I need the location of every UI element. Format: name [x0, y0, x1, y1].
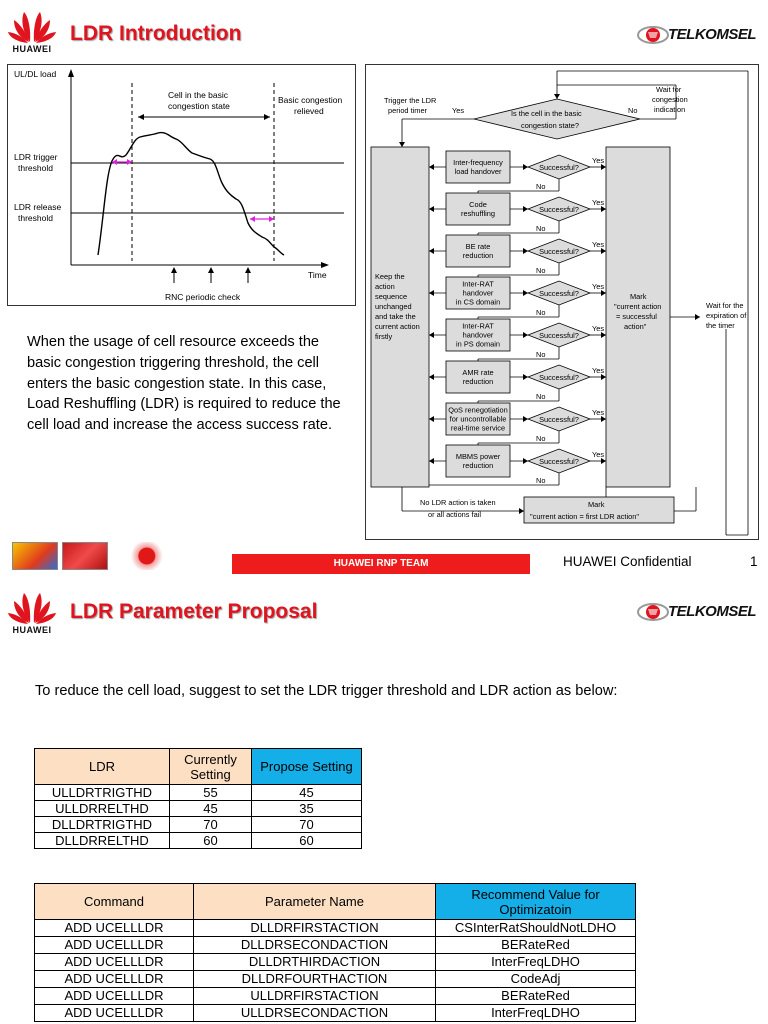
action-row: [429, 445, 606, 485]
wait-line2: congestion: [652, 95, 688, 104]
header-ldr: LDR: [35, 749, 170, 785]
table-cell: DLLDRRELTHD: [35, 833, 170, 849]
action-row: [429, 319, 606, 361]
mark-line: Mark: [630, 292, 647, 301]
table-cell: CSInterRatShouldNotLDHO: [436, 920, 636, 937]
keep-line: action: [375, 282, 395, 291]
card-image-1: [12, 542, 58, 570]
table-cell: 35: [252, 801, 362, 817]
header-recommend: Recommend Value for Optimizatoin: [436, 884, 636, 920]
action-label: for uncontrollable: [449, 414, 507, 424]
action-row: [429, 151, 606, 193]
mark-first-line2: "current action = first LDR action": [530, 512, 639, 521]
table-cell: CodeAdj: [436, 971, 636, 988]
table-cell: 45: [252, 785, 362, 801]
successful-label: Successful?: [539, 457, 579, 466]
action-label: handover: [462, 288, 494, 298]
action-label: reduction: [462, 461, 494, 470]
yes-label: Yes: [592, 198, 605, 207]
header-current: Currently Setting: [170, 749, 252, 785]
check-label: RNC periodic check: [165, 292, 241, 302]
table-cell: DLLDRSECONDACTION: [194, 937, 436, 954]
keep-line: current action: [375, 322, 420, 331]
table-cell: DLLDRTRIGTHD: [35, 817, 170, 833]
table-row: [35, 833, 362, 849]
no-label: No: [536, 308, 546, 317]
action-label: in PS domain: [456, 339, 500, 349]
threshold-table: [34, 748, 362, 849]
action-label: handover: [462, 330, 494, 340]
trigger-line2: period timer: [388, 106, 428, 115]
huawei-logo-icon: [6, 589, 58, 639]
expire-text: [706, 301, 747, 330]
table-cell: DLLDRFOURTHACTION: [194, 971, 436, 988]
action-label: MBMS power: [455, 452, 501, 461]
header-command: Command: [35, 884, 194, 920]
mark-line: "current action: [614, 302, 662, 311]
release-label-line2: threshold: [18, 213, 53, 223]
table-cell: ULLDRRELTHD: [35, 801, 170, 817]
team-bar: HUAWEI RNP TEAM: [232, 554, 530, 574]
action-label: load handover: [454, 167, 502, 176]
mark-line: action": [624, 322, 647, 331]
table-row: [35, 988, 636, 1005]
no-label: No: [536, 350, 546, 359]
yes-label: Yes: [592, 366, 605, 375]
huawei-logo-text: HUAWEI: [12, 625, 52, 635]
confidential-label: HUAWEI Confidential: [563, 554, 692, 569]
state-label-line2: congestion state: [168, 101, 230, 111]
wait-line3: indication: [654, 105, 686, 114]
question-line2: congestion state?: [521, 121, 579, 130]
action-label: BE rate: [465, 242, 491, 251]
page-number: 1: [750, 554, 758, 569]
huawei-logo-icon: [6, 8, 58, 58]
wait-line1: Wait for: [656, 85, 682, 94]
table-row: [35, 920, 636, 937]
action-label: reshuffling: [461, 209, 495, 218]
header-parameter: Parameter Name: [194, 884, 436, 920]
table-cell: 60: [252, 833, 362, 849]
table-cell: ADD UCELLLDR: [35, 920, 194, 937]
ldr-load-graph: [7, 64, 356, 306]
ldr-flowchart: [365, 64, 759, 540]
page-title: LDR Parameter Proposal: [70, 600, 318, 623]
huawei-logo-text: HUAWEI: [12, 44, 52, 54]
successful-label: Successful?: [539, 415, 579, 424]
successful-label: Successful?: [539, 373, 579, 382]
no-ldr-line2: or all actions fail: [428, 510, 481, 519]
keep-line: unchanged: [375, 302, 412, 311]
action-row: [429, 361, 606, 403]
table-cell: ULLDRTRIGTHD: [35, 785, 170, 801]
table-cell: 70: [252, 817, 362, 833]
yes-label: Yes: [592, 450, 605, 459]
action-label: QoS renegotiation: [448, 405, 508, 415]
telkomsel-logo-text: TELKOMSEL: [668, 26, 756, 43]
keep-line: sequence: [375, 292, 408, 301]
product-cards: [12, 542, 172, 572]
action-row: [429, 403, 606, 445]
successful-label: Successful?: [539, 289, 579, 298]
intro-paragraph: When the usage of cell resource exceeds the basic congestion triggering threshold, the cell enters the basic congestion state. In this case, Load Reshuffling (LDR) is required to reduce the cell load and increase the access success rate.: [27, 334, 341, 434]
table-row: [35, 971, 636, 988]
action-label: Inter-RAT: [462, 279, 494, 289]
slide-ldr-parameter-proposal: [0, 583, 768, 1024]
release-label-line1: LDR release: [14, 202, 62, 212]
action-row: [429, 235, 606, 277]
table-cell: InterFreqLDHO: [436, 954, 636, 971]
table-cell: ADD UCELLLDR: [35, 1005, 194, 1022]
proposal-intro: To reduce the cell load, suggest to set the LDR trigger threshold and LDR action as below:: [35, 683, 618, 699]
table-cell: ADD UCELLLDR: [35, 988, 194, 1005]
table-cell: BERateRed: [436, 988, 636, 1005]
header-propose: Propose Setting: [252, 749, 362, 785]
table-cell: ADD UCELLLDR: [35, 954, 194, 971]
expire-line: Wait for the: [706, 301, 744, 310]
yes-label: Yes: [592, 408, 605, 417]
successful-label: Successful?: [539, 163, 579, 172]
no-label: No: [536, 434, 546, 443]
table-row: [35, 954, 636, 971]
table-cell: ULLDRFIRSTACTION: [194, 988, 436, 1005]
yes-label: Yes: [592, 282, 605, 291]
table-cell: 55: [170, 785, 252, 801]
yes-label: Yes: [592, 156, 605, 165]
relieved-label-line2: relieved: [294, 106, 324, 116]
no-ldr-line1: No LDR action is taken: [420, 498, 496, 507]
table-cell: DLLDRTHIRDACTION: [194, 954, 436, 971]
no-label: No: [536, 392, 546, 401]
y-axis-label: UL/DL load: [14, 69, 57, 79]
no-label: No: [536, 224, 546, 233]
table-cell: DLLDRFIRSTACTION: [194, 920, 436, 937]
action-label: in CS domain: [455, 297, 501, 307]
card-image-3: [112, 542, 170, 570]
table-row: [35, 937, 636, 954]
state-label-line1: Cell in the basic: [168, 90, 229, 100]
action-row: [429, 277, 606, 319]
expire-line: the timer: [706, 321, 735, 330]
trigger-label-line2: threshold: [18, 163, 53, 173]
trigger-label-line1: LDR trigger: [14, 152, 58, 162]
yes-label: Yes: [592, 324, 605, 333]
question-line1: Is the cell in the basic: [511, 109, 582, 118]
action-label: reduction: [462, 377, 494, 386]
telkomsel-logo-icon: [636, 20, 760, 50]
trigger-line1: Trigger the LDR: [384, 96, 437, 105]
mark-first-line1: Mark: [588, 500, 605, 509]
question-no: No: [628, 106, 638, 115]
table-cell: 45: [170, 801, 252, 817]
action-row: [429, 193, 606, 235]
x-axis-label: Time: [308, 270, 327, 280]
action-label: Code: [469, 200, 487, 209]
table-row: [35, 785, 362, 801]
successful-label: Successful?: [539, 247, 579, 256]
action-label: Inter-RAT: [462, 321, 494, 331]
action-label: AMR rate: [462, 368, 494, 377]
table-cell: BERateRed: [436, 937, 636, 954]
table-cell: ADD UCELLLDR: [35, 937, 194, 954]
expire-line: expiration of: [706, 311, 747, 320]
question-yes: Yes: [452, 106, 465, 115]
page-title: LDR Introduction: [70, 22, 242, 45]
table-row: [35, 1005, 636, 1022]
table-cell: ADD UCELLLDR: [35, 971, 194, 988]
action-label: reduction: [462, 251, 494, 260]
action-table: [34, 883, 636, 1022]
keep-line: Keep the: [375, 272, 405, 281]
action-label: Inter-frequency: [453, 158, 503, 167]
table-row: [35, 801, 362, 817]
yes-label: Yes: [592, 240, 605, 249]
keep-line: firstly: [375, 332, 393, 341]
table-row: [35, 817, 362, 833]
relieved-label-line1: Basic congestion: [278, 95, 343, 105]
no-label: No: [536, 182, 546, 191]
table-cell: 70: [170, 817, 252, 833]
successful-label: Successful?: [539, 331, 579, 340]
successful-label: Successful?: [539, 205, 579, 214]
action-label: real-time service: [450, 423, 506, 433]
telkomsel-logo-icon: [636, 597, 760, 627]
telkomsel-logo-text: TELKOMSEL: [668, 603, 756, 620]
card-image-2: [62, 542, 108, 570]
action-rows: [429, 151, 606, 485]
table-cell: 60: [170, 833, 252, 849]
table-cell: ULLDRSECONDACTION: [194, 1005, 436, 1022]
table-cell: InterFreqLDHO: [436, 1005, 636, 1022]
keep-line: and take the: [375, 312, 416, 321]
no-label: No: [536, 266, 546, 275]
no-label: No: [536, 476, 546, 485]
mark-line: = successful: [616, 312, 657, 321]
